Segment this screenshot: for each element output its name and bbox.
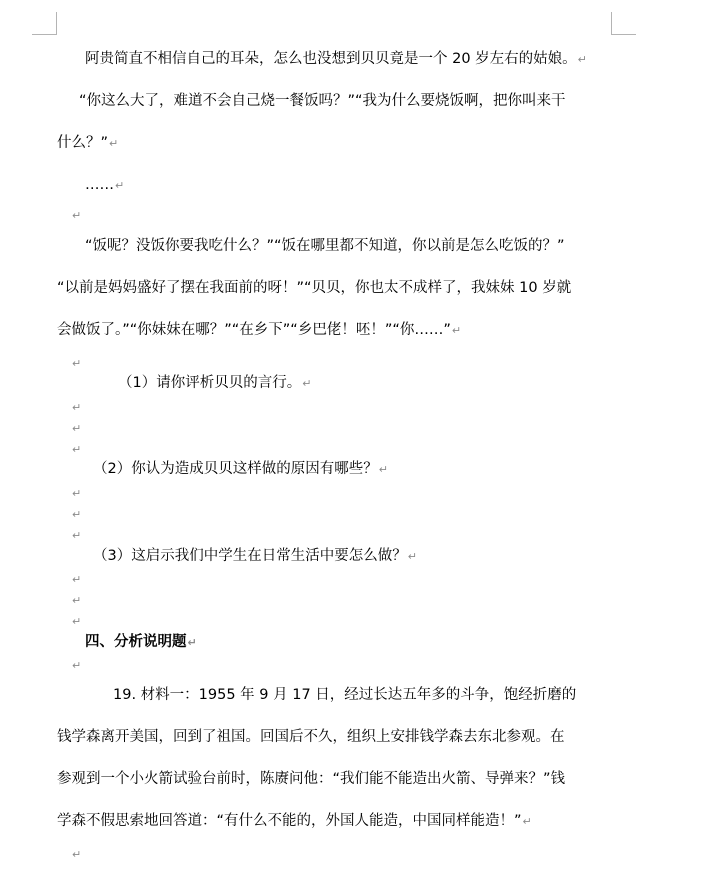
paragraph-mark-icon: ↵ [522,815,532,828]
paragraph-mark-icon: ↵ [72,443,82,456]
paragraph-mark-icon: ↵ [72,487,82,500]
question-3: （3）这启示我们中学生在日常生活中要怎么做？↵ [93,548,417,564]
paragraph-mark-icon: ↵ [72,573,82,586]
text-line: “你这么大了，难道不会自己烧一餐饭吗？”“我为什么要烧饭啊，把你叫来干 [79,93,566,109]
paragraph-mark-icon: ↵ [577,53,587,66]
text-line: 19. 材料一：1955 年 9 月 17 日，经过长达五年多的斗争，饱经折磨的 [113,687,577,703]
section-heading: 四、分析说明题↵ [85,634,197,650]
crop-mark-top-left [32,12,57,35]
paragraph-mark-icon: ↵ [72,209,82,222]
paragraph-mark-icon: ↵ [115,179,125,192]
paragraph-mark-icon: ↵ [72,848,82,861]
text-line: 参观到一个小火箭试验台前时，陈赓问他：“我们能不能造出火箭、导弹来？”钱 [57,771,566,787]
paragraph-mark-icon: ↵ [378,463,388,476]
question-1: （1）请你评析贝贝的言行。↵ [118,375,312,391]
text-line: ……↵ [85,177,125,193]
paragraph-mark-icon: ↵ [451,324,462,337]
paragraph-mark-icon: ↵ [109,137,119,150]
text-line: “以前是妈妈盛好了摆在我面前的呀！”“贝贝，你也太不成样了，我妹妹 10 岁就 [57,280,572,296]
crop-mark-top-right [611,12,636,35]
question-2: （2）你认为造成贝贝这样做的原因有哪些？↵ [93,461,388,477]
paragraph-mark-icon: ↵ [72,401,82,414]
paragraph-mark-icon: ↵ [302,377,312,390]
text-line: “饭呢？没饭你要我吃什么？”“饭在哪里都不知道，你以前是怎么吃饭的？” [85,238,565,254]
text-line: 学森不假思索地回答道：“有什么不能的，外国人能造，中国同样能造！”↵ [57,813,532,829]
paragraph-mark-icon: ↵ [72,357,82,370]
text-line: 什么？”↵ [57,135,119,151]
text-line: 阿贵简直不相信自己的耳朵，怎么也没想到贝贝竟是一个 20 岁左右的姑娘。↵ [85,51,587,67]
paragraph-mark-icon: ↵ [72,659,82,672]
text-line: 会做饭了。”“你妹妹在哪？”“在乡下”“乡巴佬！呸！”“你……”↵ [57,322,462,338]
paragraph-mark-icon: ↵ [72,529,82,542]
paragraph-mark-icon: ↵ [72,594,82,607]
paragraph-mark-icon: ↵ [72,508,82,521]
paragraph-mark-icon: ↵ [407,550,417,563]
paragraph-mark-icon: ↵ [187,636,197,649]
text-line: 钱学森离开美国，回到了祖国。回国后不久，组织上安排钱学森去东北参观。在 [57,729,565,745]
paragraph-mark-icon: ↵ [72,615,82,628]
paragraph-mark-icon: ↵ [72,422,82,435]
